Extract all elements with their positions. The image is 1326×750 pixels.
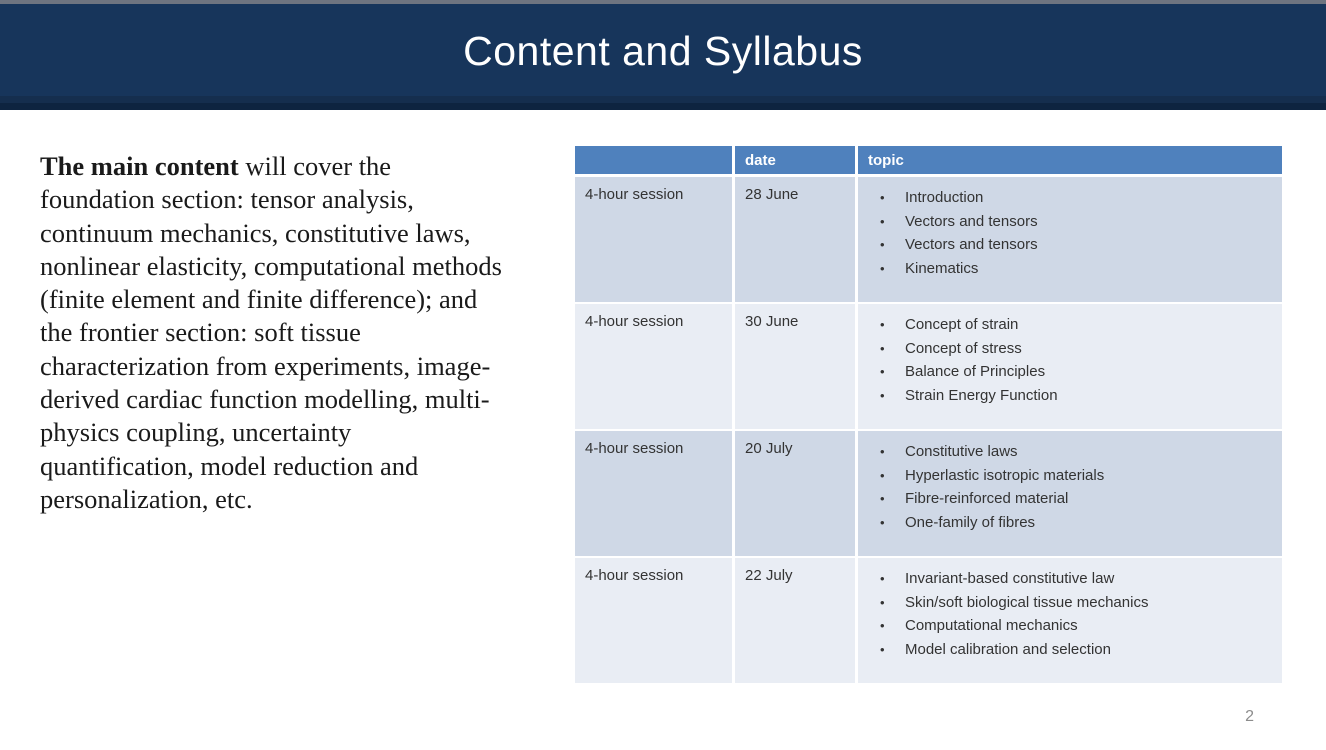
topic-list bbox=[868, 440, 1276, 534]
table-header-date: date bbox=[735, 146, 858, 175]
topic-cell bbox=[858, 175, 1282, 302]
bullet-icon: • bbox=[880, 514, 885, 530]
topic-item bbox=[868, 360, 1276, 384]
intro-line: continuum mechanics, constitutive laws, bbox=[40, 217, 471, 248]
topic-text: Concept of stress bbox=[905, 339, 1022, 357]
table-row bbox=[575, 429, 1282, 556]
topic-text: Model calibration and selection bbox=[905, 640, 1111, 658]
intro-line: will cover the bbox=[238, 151, 392, 181]
session-cell: 4-hour session bbox=[575, 429, 735, 556]
topic-text: Skin/soft biological tissue mechanics bbox=[905, 593, 1149, 611]
bullet-icon: • bbox=[880, 618, 885, 633]
intro-line: derived cardiac function modelling, multi- bbox=[40, 384, 490, 415]
date-cell: 28 June bbox=[735, 175, 858, 302]
page-title: Content and Syllabus bbox=[463, 27, 863, 74]
topic-text: Fibre-reinforced material bbox=[905, 490, 1069, 507]
bullet-icon: • bbox=[880, 340, 885, 356]
syllabus-table bbox=[575, 146, 1282, 683]
date-cell: 30 June bbox=[735, 302, 858, 429]
topic-cell bbox=[858, 302, 1282, 429]
topic-item bbox=[868, 511, 1276, 535]
topic-item bbox=[868, 186, 1276, 210]
page-number: 2 bbox=[1245, 708, 1254, 725]
topic-text: Hyperlastic isotropic materials bbox=[905, 466, 1105, 484]
date-cell: 22 July bbox=[735, 556, 858, 683]
intro-line: quantification, model reduction and bbox=[40, 450, 419, 481]
topic-item bbox=[868, 638, 1276, 662]
topic-item bbox=[868, 210, 1276, 234]
table-header-row bbox=[575, 146, 1282, 175]
intro-line: foundation section: tensor analysis, bbox=[40, 184, 414, 215]
topic-item bbox=[868, 440, 1276, 464]
intro-line: (finite element and finite difference); and bbox=[40, 284, 478, 315]
table-row bbox=[575, 302, 1282, 429]
bullet-icon: • bbox=[880, 594, 885, 610]
topic-item bbox=[868, 384, 1276, 408]
topic-item bbox=[868, 337, 1276, 361]
topic-item bbox=[868, 567, 1276, 591]
date-cell: 20 July bbox=[735, 429, 858, 556]
topic-text: One-family of fibres bbox=[905, 513, 1036, 531]
intro-line: personalization, etc. bbox=[40, 483, 253, 514]
topic-cell bbox=[858, 556, 1282, 683]
topic-text: Vectors and tensors bbox=[905, 212, 1038, 230]
title-bar bbox=[0, 4, 1326, 110]
topic-item bbox=[868, 257, 1276, 281]
topic-text: Balance of Principles bbox=[905, 363, 1046, 380]
topic-item bbox=[868, 313, 1276, 337]
table-header-session bbox=[575, 146, 735, 175]
intro-lead-bold: The main content bbox=[40, 151, 239, 181]
topic-text: Strain Energy Function bbox=[905, 386, 1058, 404]
bullet-icon: • bbox=[880, 317, 885, 332]
bullet-icon: • bbox=[880, 641, 885, 657]
bullet-icon: • bbox=[880, 467, 885, 483]
topic-item bbox=[868, 233, 1276, 257]
bullet-icon: • bbox=[880, 237, 885, 252]
topic-text: Computational mechanics bbox=[905, 617, 1078, 634]
topic-text: Vectors and tensors bbox=[905, 236, 1038, 253]
table-row bbox=[575, 175, 1282, 302]
topic-item bbox=[868, 591, 1276, 615]
topic-list bbox=[868, 313, 1276, 407]
bullet-icon: • bbox=[880, 444, 885, 459]
topic-item bbox=[868, 614, 1276, 638]
intro-line: characterization from experiments, image- bbox=[40, 350, 491, 381]
bullet-icon: • bbox=[880, 491, 885, 506]
intro-line: the frontier section: soft tissue bbox=[40, 317, 361, 348]
topic-text: Concept of strain bbox=[905, 316, 1019, 333]
table-row bbox=[575, 556, 1282, 683]
topic-item bbox=[868, 464, 1276, 488]
topic-text: Constitutive laws bbox=[905, 443, 1018, 460]
bullet-icon: • bbox=[880, 260, 885, 276]
topic-text: Introduction bbox=[905, 189, 984, 206]
session-cell: 4-hour session bbox=[575, 175, 735, 302]
bullet-icon: • bbox=[880, 387, 885, 403]
session-cell: 4-hour session bbox=[575, 556, 735, 683]
intro-paragraph bbox=[40, 150, 545, 516]
topic-item bbox=[868, 487, 1276, 511]
intro-line: physics coupling, uncertainty bbox=[40, 417, 352, 448]
topic-list bbox=[868, 567, 1276, 661]
bullet-icon: • bbox=[880, 213, 885, 229]
session-cell: 4-hour session bbox=[575, 302, 735, 429]
bullet-icon: • bbox=[880, 571, 885, 586]
bullet-icon: • bbox=[880, 364, 885, 379]
intro-line: nonlinear elasticity, computational methods bbox=[40, 250, 502, 281]
topic-text: Kinematics bbox=[905, 259, 979, 277]
bullet-icon: • bbox=[880, 190, 885, 205]
topic-text: Invariant-based constitutive law bbox=[905, 570, 1115, 587]
table-header-topic: topic bbox=[858, 146, 1282, 175]
topic-list bbox=[868, 186, 1276, 280]
topic-cell bbox=[858, 429, 1282, 556]
